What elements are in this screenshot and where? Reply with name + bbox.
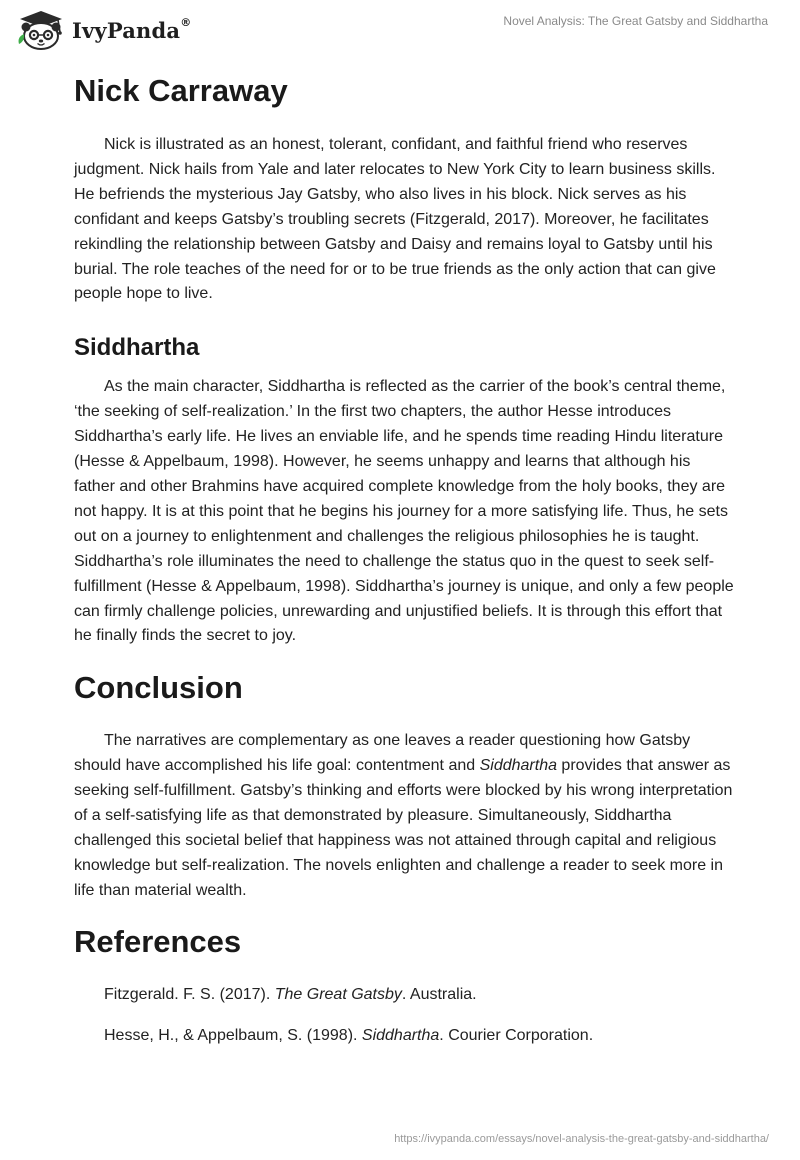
- paragraph-nick-carraway: Nick is illustrated as an honest, tolerant, confidant, and faithful friend who reserves judgment. Nick hails from Yale and later relocates to New York City to learn business skills. He befriends the mysterious Jay Gatsby, who also lives in his block. Nick serves as his confidant and keeps Gatsby’s troubling secrets (Fitzgerald, 2017). Moreover, he facilitates rekindling the relationship between Gatsby and Daisy and remains loyal to Gatsby until his burial. The role teaches of the need for or to be true friends as the only action that can give people hope to live.: [74, 136, 716, 303]
- reference-item: Fitzgerald. F. S. (2017). The Great Gatsby. Australia.: [104, 985, 477, 1003]
- paragraph-conclusion: The narratives are complementary as one leaves a reader questioning how Gatsby should have accomplished his life goal: contentment and Siddhartha provides that answer as seeking self-fulfillment. Gatsby’s thinking and efforts were blocked by his wrong interpretation of a self-satisfying life as that demonstrated by pleasure. Simultaneously, Siddhartha challenged this societal belief that happiness was not attained through capital and religious knowledge but self-realization. The novels enlighten and challenge a reader to seek more in life than material wealth.: [74, 732, 733, 899]
- section-heading-siddhartha: Siddhartha: [74, 334, 200, 362]
- paragraph-siddhartha: As the main character, Siddhartha is reflected as the carrier of the book’s central theme, ‘the seeking of self-realization.’ In the first two chapters, the author Hesse introduces Siddhartha’s early life. He lives an enviable life, and he spends time reading Hindu literature (Hesse & Appelbaum, 1998). However, he seems unhappy and learns that although his father and other Brahmins have acquired complete knowledge from the holy books, they are not happy. It is at this point that he begins his journey for a more satisfying life. Thus, he sets out on a journey to enlightenment and challenges the religious philosophies he is taught. Siddhartha’s role illuminates the need to challenge the status quo in the quest to seek self-fulfillment (Hesse & Appelbaum, 1998). Siddhartha’s journey is unique, and only a few people can firmly challenge policies, unrewarding and unjustified beliefs. It is through this effort that he finally finds the secret to joy.: [74, 378, 734, 645]
- section-heading-conclusion: Conclusion: [74, 670, 243, 706]
- source-url-link[interactable]: https://ivypanda.com/essays/novel-analysis-the-great-gatsby-and-siddhartha/: [394, 1133, 769, 1145]
- reference-title: Siddhartha: [361, 1026, 440, 1044]
- italic-book-title: Siddhartha: [479, 757, 557, 775]
- reference-title: The Great Gatsby: [274, 985, 402, 1003]
- document-title: Novel Analysis: The Great Gatsby and Siddhartha: [503, 14, 768, 28]
- section-heading-nick-carraway: Nick Carraway: [74, 73, 288, 108]
- registered-mark: ®: [180, 15, 192, 29]
- reference-item: Hesse, H., & Appelbaum, S. (1998). Siddhartha. Courier Corporation.: [104, 1026, 594, 1044]
- panda-logo-icon: [16, 10, 66, 50]
- logo[interactable]: [16, 8, 191, 52]
- logo-wordmark: IvyPanda®: [72, 15, 192, 43]
- document-body: [74, 66, 734, 1048]
- section-heading-references: References: [74, 923, 242, 959]
